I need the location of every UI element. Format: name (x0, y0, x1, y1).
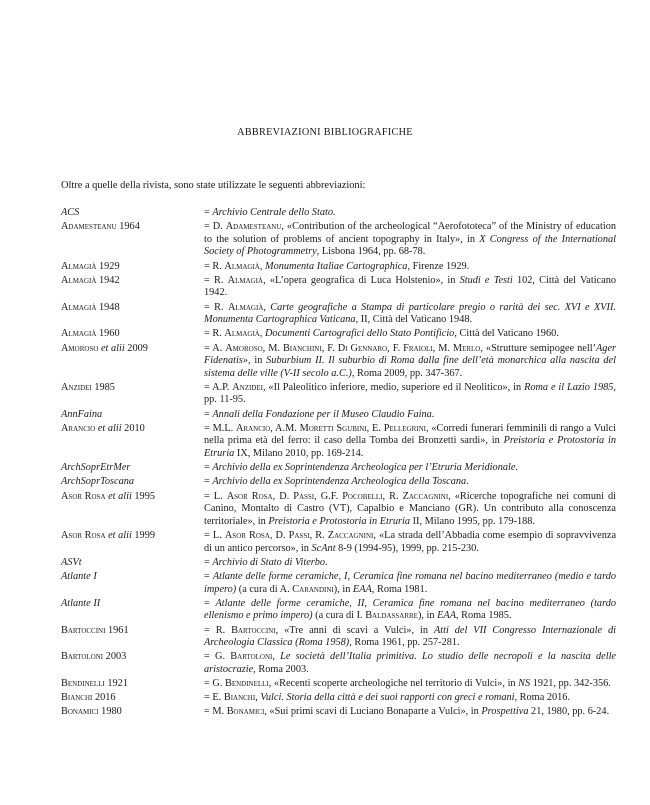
text-run: = A. (204, 342, 226, 354)
abbreviation-definition (204, 423, 616, 461)
text-run: = A.P. (204, 381, 233, 393)
text-run: Almagià (61, 260, 97, 272)
text-run: , Roma 1985. (456, 610, 512, 622)
abbreviation-definition (204, 625, 616, 650)
text-run: , E. (366, 422, 384, 434)
text-run: . (466, 476, 469, 488)
text-run: 2009 (124, 342, 148, 354)
text-run: 2003 (103, 651, 127, 663)
abbreviation-key (61, 462, 204, 475)
abbreviation-definition (204, 221, 616, 259)
text-run: ArchSoprToscana (61, 476, 135, 488)
abbreviation-key (61, 692, 204, 705)
text-run: , «Tre anni di scavi a Vulci», in (275, 624, 434, 636)
text-run: (a cura di A. (236, 583, 293, 595)
text-run: , Lisbona 1964, pp. 68-78. (316, 246, 426, 258)
text-run: 21, 1980, pp. 6-24. (528, 706, 610, 718)
abbreviation-key (61, 530, 204, 555)
abbreviation-entry (61, 462, 616, 475)
text-run: = R. (204, 260, 225, 272)
text-run: , II, Città del Vaticano 1948. (355, 314, 473, 326)
abbreviation-entry (61, 571, 616, 596)
text-run: Adamesteanu (225, 221, 282, 233)
abbreviation-definition (204, 476, 616, 489)
text-run: AnnFaina (61, 408, 103, 420)
abbreviation-key (61, 302, 204, 327)
text-run: , «Strutture semipogee nell’ (480, 342, 597, 354)
text-run: = G. (204, 678, 225, 690)
text-run: , R. (309, 529, 328, 541)
text-run: , (272, 651, 281, 663)
abbreviation-entry (61, 706, 616, 719)
text-run: Zaccagnini (327, 529, 374, 541)
text-run: X Congress of the International Society of Photogrammetry (204, 233, 616, 258)
text-run: Asor Rosa (226, 490, 273, 502)
text-run: Archivio Centrale dello Stato. (212, 207, 336, 218)
abbreviation-key (61, 423, 204, 461)
abbreviation-key (61, 328, 204, 341)
text-run: et alii (108, 490, 132, 502)
abbreviation-entry (61, 625, 616, 650)
abbreviation-definition (204, 571, 616, 596)
text-run: = L. (204, 490, 227, 502)
text-run: Bartoccini (231, 624, 276, 636)
text-run: , Roma 1981. (371, 583, 428, 595)
text-run: = (204, 408, 213, 420)
abbreviation-key (61, 557, 204, 570)
abbreviation-entry (61, 261, 616, 274)
abbreviation-definition (204, 706, 616, 719)
text-run: Anzidei (232, 381, 263, 393)
abbreviation-definition (204, 343, 616, 381)
text-run: = (204, 207, 213, 218)
text-run: 8-9 (1994-95), 1999, pp. 215-230. (335, 542, 479, 554)
abbreviation-definition (204, 692, 616, 705)
text-run: Bartoloni (61, 651, 104, 663)
text-run: Bendinelli (61, 678, 105, 690)
text-run: , «Recenti scoperte archeologiche nel territorio di Vulci», in (268, 678, 519, 690)
abbreviation-key (61, 571, 204, 596)
text-run: Almagià (227, 301, 264, 313)
text-run: = G. (204, 651, 231, 663)
text-run: Asor Rosa (61, 490, 106, 502)
text-run: , (259, 260, 265, 272)
text-run: Atlante delle forme ceramiche, I, Ceramica fine romana nel bacino mediterraneo (medio e tardo impero) (204, 570, 616, 595)
text-run: Carandini (292, 583, 334, 595)
text-run: Studi e Testi (459, 274, 513, 286)
text-run: , «Ricerche topografiche nei comuni di Canino, Montalto di Castro (VT), Capalbio e Manciano (GR). Un contributo alla conoscenza territoriale», in (204, 490, 616, 527)
text-run: , (259, 328, 265, 340)
text-run: Anzidei (61, 381, 92, 393)
text-run: Merlo (452, 342, 481, 354)
abbreviation-definition (204, 462, 616, 475)
text-run: NS (518, 678, 531, 690)
text-run: Di Gennaro (337, 342, 388, 354)
abbreviation-key (61, 382, 204, 407)
abbreviation-entry (61, 678, 616, 691)
text-run: . (431, 408, 435, 420)
text-run: 1960 (96, 328, 120, 340)
text-run: Bonamici (226, 706, 265, 718)
text-run: ACS (61, 207, 80, 218)
abbreviation-key (61, 476, 204, 489)
text-run: Bianchi (223, 692, 256, 704)
text-run: , G.F. (314, 490, 343, 502)
text-run: Pocobelli (342, 490, 383, 502)
text-run: Atlante I (61, 570, 97, 582)
text-run: (a cura di I. (312, 610, 366, 622)
abbreviation-key (61, 207, 204, 220)
text-run: , «La strada dell’Abbadia come esempio di sopravvivenza di un antico percorso», in (204, 529, 617, 554)
text-run: Passi (288, 529, 310, 541)
abbreviation-entry (61, 530, 616, 555)
text-run: , «Corredi funerari femminili di rango a Vulci nella prima età del ferro: il caso della Tomba dei Bronzetti sardi», in (204, 422, 616, 447)
text-run: 1980 (98, 706, 122, 718)
intro-text: Oltre a quelle della rivista, sono state utilizzate le seguenti abbreviazioni: (61, 180, 366, 191)
text-run: = (204, 462, 213, 474)
abbreviation-definition (204, 409, 616, 422)
text-run: 1948 (96, 301, 120, 313)
text-run: , Roma 2016. (514, 692, 571, 704)
text-run: Le società dell’Italia primitiva. Lo studio delle necropoli e la nascita delle aristocrazie (204, 651, 616, 675)
text-run: Documenti Cartografici dello Stato Pontificio (265, 328, 455, 340)
abbreviation-key (61, 598, 204, 623)
text-run: = M.L. (204, 422, 236, 434)
text-run: Pellegrini (383, 422, 426, 434)
text-run: Preistoria e Protostoria in Etruria (204, 435, 616, 460)
abbreviation-list (61, 207, 616, 721)
text-run: , A.M. (270, 422, 300, 434)
text-run: Bartoccini (61, 624, 106, 636)
text-run: ArchSoprEtrMer (61, 462, 131, 474)
abbreviation-key (61, 651, 204, 676)
abbreviation-key (61, 343, 204, 381)
text-run: Almagià (61, 274, 97, 286)
abbreviation-key (61, 706, 204, 719)
text-run: , D. (269, 529, 289, 541)
text-run: Almagià (224, 328, 260, 340)
abbreviation-entry (61, 207, 616, 220)
text-run: ), in (417, 610, 438, 622)
text-run: Zaccagnini (402, 490, 449, 502)
text-run: Adamesteanu (61, 221, 117, 233)
text-run: , «Contribution of the archeological “Aerofototeca” of the Ministry of education to the solution of problems of ancient topography in Italy», in (204, 221, 617, 245)
text-run: Almagià (61, 301, 97, 313)
text-run: 1921, pp. 342-356. (530, 678, 611, 690)
abbreviation-definition (204, 598, 616, 623)
text-run: = (204, 597, 216, 609)
text-run: Passi (293, 490, 315, 502)
abbreviation-key (61, 261, 204, 274)
text-run: = D. (204, 221, 226, 233)
text-run: Monumenta Italiae Cartographica (265, 260, 408, 272)
abbreviation-key (61, 491, 204, 529)
abbreviation-entry (61, 409, 616, 422)
text-run: et alii (108, 529, 132, 541)
text-run: = E. (204, 692, 224, 704)
text-run: 1929 (96, 260, 120, 272)
text-run: Suburbium II. Il suburbio di Roma dalla fine dell’età monarchica alla nascita del sistema delle ville (V-II secolo a.C.) (204, 355, 616, 379)
text-run: Arancio (235, 422, 271, 434)
text-run: , Roma 2003. (253, 663, 309, 675)
text-run: Moretti Sgubini (299, 422, 367, 434)
text-run: Bendinelli (224, 678, 269, 690)
abbreviation-entry (61, 651, 616, 676)
text-run: 1995 (131, 490, 155, 502)
abbreviation-definition (204, 382, 616, 407)
abbreviation-definition (204, 557, 616, 570)
text-run: Atti del VII Congresso Internazionale di Archeologia Classica (Roma 1958) (204, 624, 616, 649)
abbreviation-key (61, 678, 204, 691)
abbreviation-definition (204, 651, 616, 676)
abbreviation-entry (61, 382, 616, 407)
abbreviation-key (61, 409, 204, 422)
text-run: = R. (204, 274, 228, 286)
text-run: 2010 (121, 422, 145, 434)
text-run: Ager Fidenatis (204, 342, 617, 367)
abbreviation-definition (204, 275, 616, 300)
text-run: EAA (437, 610, 456, 622)
text-run: = (204, 476, 213, 488)
text-run: Vulci. Storia della città e dei suoi rapporti con greci e romani (260, 692, 515, 704)
text-run: 102, Città del Vaticano 1942. (204, 274, 616, 299)
text-run: Carte geografiche a Stampa di particolare pregio o rarità dei sec. XVI e XVII. Monumenta Cartographica Vaticana (204, 301, 616, 326)
text-run: Amoroso (225, 342, 263, 354)
text-run: , «L’opera geografica di Luca Holstenio», in (263, 274, 460, 286)
text-run: = R. (204, 624, 232, 636)
page-title: ABBREVIAZIONI BIBLIOGRAFICHE (237, 127, 413, 138)
text-run: = (204, 556, 213, 568)
abbreviation-definition (204, 678, 616, 691)
abbreviation-entry (61, 476, 616, 489)
text-run: Bartoloni (230, 651, 273, 663)
text-run: 1999 (131, 529, 155, 541)
text-run: , «Il Paleolitico inferiore, medio, superiore ed il Neolitico», in (262, 381, 525, 393)
text-run: , pp. 11-95. (204, 381, 616, 406)
text-run: et alii (97, 422, 122, 434)
text-run: Fraioli (403, 342, 433, 354)
abbreviation-entry (61, 221, 616, 259)
text-run: , R. (382, 490, 403, 502)
text-run: , Firenze 1929. (407, 260, 470, 272)
text-run: Bianchini (282, 342, 322, 354)
text-run: », in (242, 355, 267, 367)
text-run: ), in (333, 583, 353, 595)
abbreviation-key (61, 625, 204, 650)
text-run: , F. (387, 342, 404, 354)
text-run: = R. (204, 301, 228, 313)
text-run: Annali della Fondazione per il Museo Claudio Faina (212, 408, 432, 420)
text-run: Prospettiva (481, 706, 529, 718)
text-run: Almagià (224, 260, 260, 272)
abbreviation-definition (204, 207, 616, 220)
text-run: = L. (204, 529, 225, 541)
text-run: II, Milano 1995, pp. 179-188. (410, 515, 536, 527)
text-run: Archivio della ex Soprintendenza Archeologica della Toscana (212, 476, 467, 488)
text-run: Bonamici (61, 706, 99, 718)
text-run: Almagià (61, 328, 97, 340)
text-run: EAA (352, 583, 372, 595)
abbreviation-entry (61, 692, 616, 705)
text-run: Asor Rosa (61, 529, 106, 541)
text-run: Bianchi (61, 692, 93, 704)
text-run: . (515, 462, 518, 474)
abbreviation-entry (61, 302, 616, 327)
text-run: 2016 (92, 692, 116, 704)
text-run: Baldassarre (365, 610, 418, 622)
abbreviation-definition (204, 261, 616, 274)
text-run: = M. (204, 706, 227, 718)
abbreviation-entry (61, 423, 616, 461)
text-run: , M. (432, 342, 453, 354)
text-run: Atlante II (61, 597, 101, 609)
abbreviation-definition (204, 491, 616, 529)
abbreviation-definition (204, 328, 616, 341)
text-run: Arancio (61, 422, 96, 434)
text-run: , Roma 2009, pp. 347-367. (351, 367, 463, 379)
text-run: Amoroso (61, 342, 99, 354)
text-run: , D. (272, 490, 294, 502)
abbreviation-key (61, 221, 204, 259)
text-run: Asor Rosa (224, 529, 270, 541)
text-run: Roma e il Lazio 1985 (524, 381, 614, 393)
abbreviation-entry (61, 557, 616, 570)
text-run: IX, Milano 2010, pp. 169-214. (234, 448, 364, 460)
text-run: , M. (262, 342, 283, 354)
text-run: , Città del Vaticano 1960. (454, 328, 559, 340)
text-run: 1942 (96, 274, 120, 286)
text-run: Archivio di Stato di Viterbo (212, 556, 326, 568)
text-run: Atlante delle forme ceramiche, II, Ceramica fine romana nel bacino mediterraneo (tardo ellenismo e primo impero) (204, 597, 616, 622)
text-run: 1961 (105, 624, 129, 636)
abbreviation-entry (61, 275, 616, 300)
text-run: Preistoria e Protostoria in Etruria (268, 515, 411, 527)
text-run: , «Sui primi scavi di Luciano Bonaparte a Vulci», in (264, 706, 482, 718)
text-run: , Roma 1961, pp. 257-281. (349, 637, 460, 649)
abbreviation-entry (61, 491, 616, 529)
text-run: ASVt (61, 556, 82, 568)
text-run: Archivio della ex Soprintendenza Archeologica per l’Etruria Meridionale (212, 462, 516, 474)
text-run: , (263, 301, 271, 313)
abbreviation-entry (61, 343, 616, 381)
abbreviation-key (61, 275, 204, 300)
text-run: . (325, 556, 328, 568)
text-run: , (255, 692, 261, 704)
text-run: = (204, 570, 213, 582)
abbreviation-definition (204, 530, 616, 555)
abbreviation-entry (61, 328, 616, 341)
text-run: 1921 (104, 678, 128, 690)
text-run: et alii (100, 342, 125, 354)
abbreviation-definition (204, 302, 616, 327)
text-run: = R. (204, 328, 225, 340)
text-run: Almagià (227, 274, 264, 286)
text-run: ScAnt (311, 542, 336, 554)
text-run: , F. (321, 342, 338, 354)
text-run: 1964 (116, 221, 140, 233)
abbreviation-entry (61, 598, 616, 623)
text-run: 1985 (91, 381, 115, 393)
